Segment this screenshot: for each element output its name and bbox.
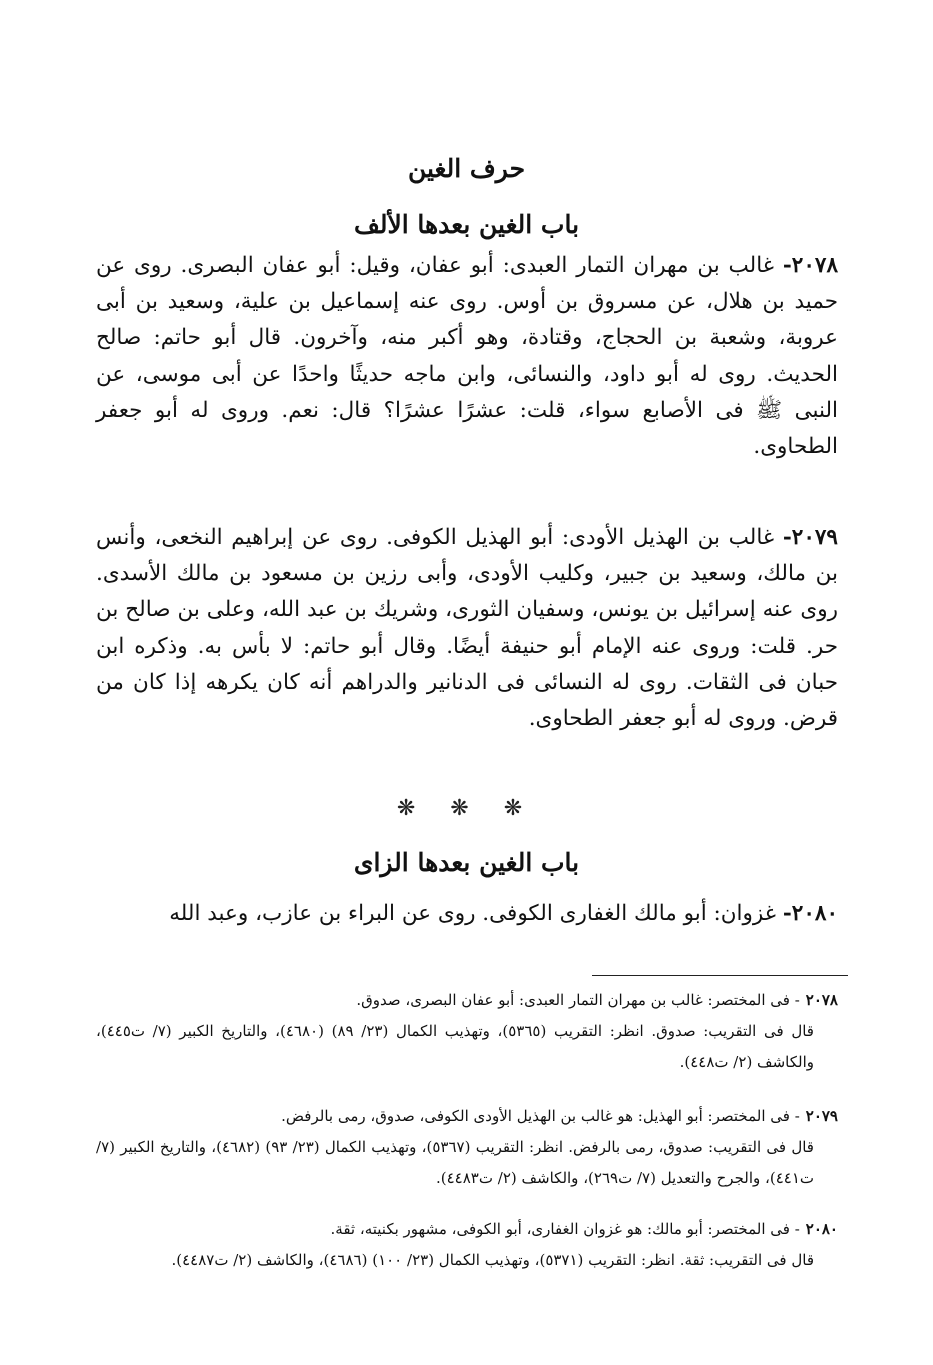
- section-separator: ❋ ❋ ❋: [396, 796, 537, 821]
- footnote-summary: - فى المختصر: غالب بن مهران التمار العبدى: أبو عفان البصرى، صدوق.: [356, 991, 800, 1009]
- entry-number: ٢٠٧٨-: [782, 253, 838, 278]
- footnote-detail: قال فى التقريب: صدوق، رمى بالرفض. انظر: التقريب (٥٣٦٧)، وتهذيب الكمال (٢٣/ ٩٣) (٤٦٨٢)، والتاريخ الكبير (٧/ ت٤٤١)، والجرح والتعديل (٧/ ت٢٦٩)، والكاشف (٢/ ت٤٤٨٣).: [96, 1138, 814, 1187]
- chapter-title: حرف الغين: [407, 154, 526, 183]
- entry-2078: [96, 248, 838, 465]
- footnote-2080: [96, 1214, 838, 1276]
- footnote-detail: قال فى التقريب: ثقة. انظر: التقريب (٥٣٧١)، وتهذيب الكمال (٢٣/ ١٠٠) (٤٦٨٦)، والكاشف (٢/ ت٤٤٨٧).: [171, 1251, 814, 1269]
- footnote-number: ٢٠٧٩: [805, 1107, 838, 1125]
- entry-number: ٢٠٨٠-: [782, 901, 838, 926]
- footnote-number: ٢٠٧٨: [805, 991, 838, 1009]
- entry-text: غزوان: أبو مالك الغفارى الكوفى. روى عن البراء بن عازب، وعبد الله: [169, 901, 777, 926]
- footnote-divider: [592, 975, 848, 976]
- section-title-alif: باب الغين بعدها الألف: [353, 210, 580, 239]
- footnote-line: [96, 985, 838, 1016]
- entry-number: ٢٠٧٩-: [782, 525, 838, 550]
- footnote-detail: قال فى التقريب: صدوق. انظر: التقريب (٥٣٦٥)، وتهذيب الكمال (٢٣/ ٨٩) (٤٦٨٠)، والتاريخ الكبير (٧/ ت٤٤٥)، والكاشف (٢/ ت٤٤٨).: [96, 1022, 814, 1071]
- entry-2080: [96, 896, 838, 932]
- footnote-line: [96, 1101, 838, 1132]
- footnote-summary: - فى المختصر: أبو مالك: هو غزوان الغفارى، أبو الكوفى، مشهور بكنيته، ثقة.: [330, 1220, 800, 1238]
- footnote-2079: [96, 1101, 838, 1194]
- entry-2079: [96, 520, 838, 737]
- footnote-line: [96, 1214, 838, 1245]
- section-title-zay: باب الغين بعدها الزاى: [353, 848, 580, 877]
- footnote-2078: [96, 985, 838, 1078]
- entry-text: غالب بن مهران التمار العبدى: أبو عفان، وقيل: أبو عفان البصرى. روى عن حميد بن هلال، عن مسروق بن أوس. روى عنه إسماعيل بن علية، وسعيد بن أبى عروبة، وشعبة بن الحجاج، وقتادة، وهو أكبر منه، وآخرون. قال أبو حاتم: صالح الحديث. روى له أبو داود، والنسائى، وابن ماجه حديثًا واحدًا عن أبى موسى، عن النبى ﷺ فى الأصابع سواء، قلت: عشرًا عشرًا؟ قال: نعم. وروى له أبو جعفر الطحاوى.: [96, 253, 838, 460]
- entry-text: غالب بن الهذيل الأودى: أبو الهذيل الكوفى. روى عن إبراهيم النخعى، وأنس بن مالك، وسعيد بن جبير، وكليب الأودى، وأبى رزين بن مسعود بن مالك الأسدى. روى عنه إسرائيل بن يونس، وسفيان الثورى، وشريك بن عبد الله، وعلى بن صالح بن حر. قلت: وروى عنه الإمام أبو حنيفة أيضًا. وقال أبو حاتم: لا بأس به. وذكره ابن حبان فى الثقات. روى له النسائى فى الدنانير والدراهم أنه كان يكرهه إذا كان من قرض. وروى له أبو جعفر الطحاوى.: [96, 525, 838, 732]
- footnote-summary: - فى المختصر: أبو الهذيل: هو غالب بن الهذيل الأودى الكوفى، صدوق، رمى بالرفض.: [281, 1107, 800, 1125]
- footnote-number: ٢٠٨٠: [805, 1220, 838, 1238]
